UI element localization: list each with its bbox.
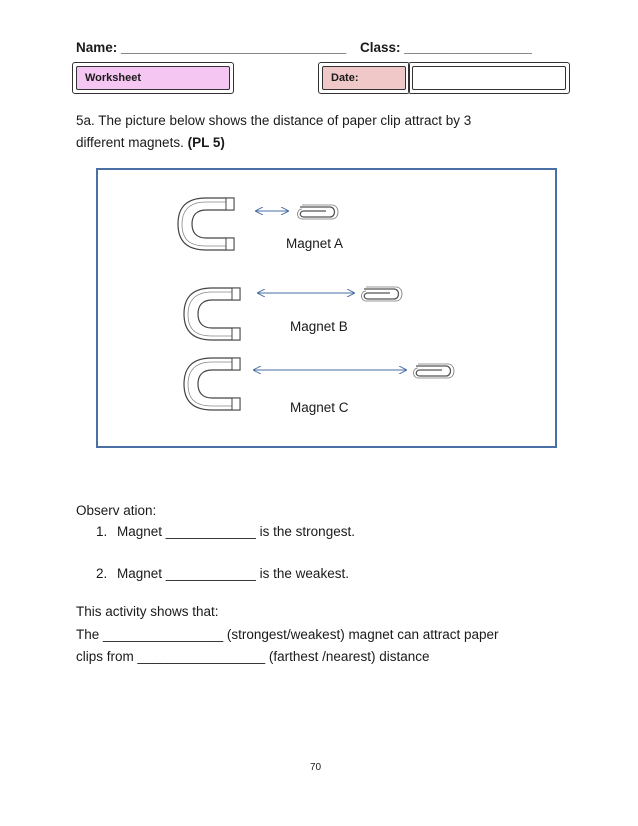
paper-clip-b-icon bbox=[362, 287, 403, 301]
magnet-b-icon bbox=[184, 288, 240, 340]
observation-item-1-number: 1. bbox=[96, 524, 108, 539]
question-text bbox=[76, 110, 576, 154]
magnet-a-icon bbox=[178, 198, 234, 250]
question-line-2-text: different magnets. bbox=[76, 135, 184, 150]
page-number: 70 bbox=[310, 762, 322, 773]
name-field-label: Name: ______________________________ bbox=[76, 40, 347, 55]
observation-item-1 bbox=[96, 524, 355, 539]
observation-item-1-text: Magnet ____________ is the strongest. bbox=[117, 524, 355, 539]
worksheet-box bbox=[72, 62, 234, 94]
paper-clip-a-icon bbox=[298, 205, 339, 219]
class-field-label: Class: _________________ bbox=[360, 40, 532, 55]
date-label: Date: bbox=[322, 66, 406, 90]
conclusion-line-2: clips from _________________ (farthest /nearest) distance bbox=[76, 649, 430, 664]
conclusion-intro: This activity shows that: bbox=[76, 604, 219, 619]
magnet-a-label: Magnet A bbox=[286, 236, 344, 251]
date-value-box bbox=[408, 62, 570, 94]
worksheet-label: Worksheet bbox=[76, 66, 230, 90]
date-value bbox=[412, 66, 566, 90]
observation-item-2-number: 2. bbox=[96, 566, 108, 581]
observation-item-2-text: Magnet ____________ is the weakest. bbox=[117, 566, 349, 581]
performance-level: (PL 5) bbox=[187, 135, 225, 150]
question-line-1: 5a. The picture below shows the distance of paper clip attract by 3 bbox=[76, 113, 472, 128]
magnet-b-label: Magnet B bbox=[290, 319, 348, 334]
conclusion-line-1: The ________________ (strongest/weakest) magnet can attract paper bbox=[76, 627, 499, 642]
observation-title: Observ ation: bbox=[76, 503, 157, 518]
question-line-2 bbox=[76, 132, 576, 154]
magnet-c-label: Magnet C bbox=[290, 400, 349, 415]
paper-clip-c-icon bbox=[414, 364, 455, 378]
magnet-c-icon bbox=[184, 358, 240, 410]
observation-item-2 bbox=[96, 566, 349, 581]
date-box bbox=[318, 62, 410, 94]
